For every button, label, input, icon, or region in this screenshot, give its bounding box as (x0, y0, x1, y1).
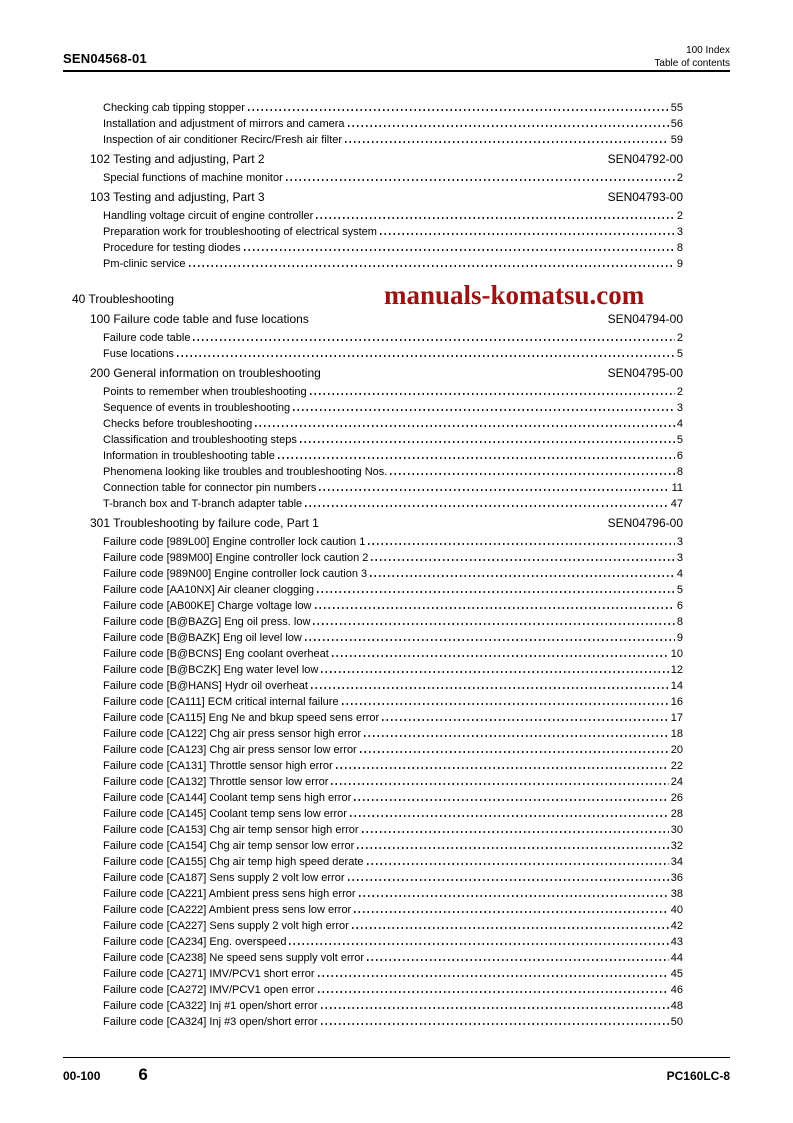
toc-page-number: 4 (676, 418, 683, 430)
toc-entry-label: Phenomena looking like troubles and troubleshooting Nos. (103, 466, 388, 478)
toc-item-row (63, 170, 683, 186)
dotted-leader (371, 559, 675, 561)
toc-item-row (63, 710, 683, 726)
toc-page-number: 36 (670, 872, 683, 884)
toc-page-number: 28 (670, 808, 683, 820)
toc-item-row (63, 790, 683, 806)
toc-page-number: 24 (670, 776, 683, 788)
toc-entry-label: T-branch box and T-branch adapter table (103, 498, 303, 510)
toc-entry-label: Failure code [AA10NX] Air cleaner clogging (103, 584, 314, 596)
toc-item-row (63, 100, 683, 116)
toc-item-row (63, 998, 683, 1014)
page-footer (63, 1057, 730, 1085)
dotted-leader (370, 575, 675, 577)
toc-entry-label: Checking cab tipping stopper (103, 102, 245, 114)
toc-entry-label: Special functions of machine monitor (103, 172, 283, 184)
toc-entry-label: Failure code [CA234] Eng. overspeed (103, 936, 287, 948)
toc-page-number: 8 (676, 242, 683, 254)
dotted-leader (193, 339, 674, 341)
dotted-leader (348, 879, 669, 881)
dotted-leader (189, 265, 675, 267)
toc-item-row (63, 886, 683, 902)
toc-page-number: 45 (670, 968, 683, 980)
dotted-leader (348, 125, 669, 127)
toc-item-row (63, 534, 683, 550)
dotted-leader (331, 783, 668, 785)
toc-item-row (63, 614, 683, 630)
toc-item-row (63, 346, 683, 362)
toc-section-row (63, 515, 683, 532)
toc-page-number: 40 (670, 904, 683, 916)
toc-entry-label: 102 Testing and adjusting, Part 2 (90, 152, 265, 166)
toc-item-row (63, 630, 683, 646)
dotted-leader (350, 815, 669, 817)
toc-page-number: 9 (676, 258, 683, 270)
toc-list (63, 100, 730, 1030)
toc-entry-label: Failure code [CA145] Coolant temp sens low error (103, 808, 347, 820)
toc-page-number: 18 (670, 728, 683, 740)
dotted-leader (367, 959, 669, 961)
toc-item-row (63, 224, 683, 240)
toc-entry-label: Failure code [CA122] Chg air press sensor high error (103, 728, 362, 740)
toc-entry-label: 103 Testing and adjusting, Part 3 (90, 190, 265, 204)
toc-entry-label: Failure code [B@HANS] Hydr oil overheat (103, 680, 308, 692)
dotted-leader (364, 735, 669, 737)
dotted-leader (244, 249, 675, 251)
toc-section-row (63, 189, 683, 206)
toc-page-number: 8 (676, 466, 683, 478)
header-doc-code: SEN04568-01 (63, 51, 147, 66)
header-divider (63, 70, 730, 72)
dotted-leader (316, 217, 675, 219)
toc-entry-label: 40 Troubleshooting (72, 292, 175, 306)
dotted-leader (319, 489, 669, 491)
toc-entry-label: Failure code [CA272] IMV/PCV1 open error (103, 984, 315, 996)
dotted-leader (317, 591, 675, 593)
toc-page-number: 10 (670, 648, 683, 660)
toc-entry-label: Failure code [CA131] Throttle sensor high error (103, 760, 333, 772)
header-subtitle: Table of contents (654, 57, 730, 69)
toc-page-number: 22 (670, 760, 683, 772)
toc-page-number: 44 (670, 952, 683, 964)
dotted-leader (357, 847, 668, 849)
toc-entry-label: Failure code [CA123] Chg air press sensor low error (103, 744, 357, 756)
toc-item-row (63, 694, 683, 710)
dotted-leader (286, 179, 675, 181)
toc-page-number: 6 (676, 600, 683, 612)
dotted-leader (321, 1007, 669, 1009)
toc-page-number: 14 (670, 680, 683, 692)
dotted-leader (354, 799, 669, 801)
toc-item-row (63, 966, 683, 982)
toc-page-number: 3 (676, 536, 683, 548)
toc-entry-label: Inspection of air conditioner Recirc/Fresh air filter (103, 134, 343, 146)
toc-entry-label: Failure code [B@BCNS] Eng coolant overheat (103, 648, 329, 660)
dotted-leader (332, 655, 669, 657)
dotted-leader (362, 831, 669, 833)
toc-entry-label: Failure code [CA238] Ne speed sens supply volt error (103, 952, 365, 964)
dotted-leader (368, 543, 675, 545)
toc-entry-label: Failure code [CA132] Throttle sensor low error (103, 776, 329, 788)
toc-item-row (63, 678, 683, 694)
toc-page-number: 3 (676, 226, 683, 238)
toc-page-number: 4 (676, 568, 683, 580)
toc-entry-label: Installation and adjustment of mirrors and camera (103, 118, 345, 130)
dotted-leader (321, 671, 668, 673)
dotted-leader (311, 687, 669, 689)
toc-item-row (63, 432, 683, 448)
toc-page-number: 2 (676, 332, 683, 344)
toc-section-row (63, 151, 683, 168)
dotted-leader (177, 355, 675, 357)
dotted-leader (310, 393, 675, 395)
toc-item-row (63, 132, 683, 148)
toc-page-number: 20 (670, 744, 683, 756)
toc-entry-label: 100 Failure code table and fuse locations (90, 312, 309, 326)
toc-page-number: 17 (670, 712, 683, 724)
toc-page-number: 32 (670, 840, 683, 852)
toc-page-number: 16 (670, 696, 683, 708)
dotted-leader (300, 441, 675, 443)
toc-entry-label: 301 Troubleshooting by failure code, Part 1 (90, 516, 319, 530)
toc-entry-label: Failure code [CA322] Inj #1 open/short error (103, 1000, 318, 1012)
dotted-leader (352, 927, 669, 929)
toc-page-number: 59 (670, 134, 683, 146)
footer-page-number: 6 (138, 1065, 148, 1084)
toc-entry-label: Failure code [CA324] Inj #3 open/short error (103, 1016, 318, 1028)
toc-page-number: 46 (670, 984, 683, 996)
footer-model: PC160LC-8 (666, 1069, 730, 1083)
toc-item-row (63, 256, 683, 272)
toc-entry-label: 200 General information on troubleshooting (90, 366, 321, 380)
toc-sen-code: SEN04794-00 (607, 312, 683, 326)
toc-item-row (63, 496, 683, 512)
dotted-leader (315, 607, 675, 609)
dotted-leader (318, 975, 669, 977)
toc-page-number: 5 (676, 348, 683, 360)
dotted-leader (248, 109, 669, 111)
toc-entry-label: Failure code [CA144] Coolant temp sens high error (103, 792, 352, 804)
toc-item-row (63, 566, 683, 582)
toc-item-row (63, 116, 683, 132)
toc-section-row (63, 311, 683, 328)
toc-item-row (63, 208, 683, 224)
toc-page-number: 48 (670, 1000, 683, 1012)
dotted-leader (289, 943, 668, 945)
toc-entry-label: Checks before troubleshooting (103, 418, 253, 430)
toc-item-row (63, 742, 683, 758)
toc-item-row (63, 480, 683, 496)
footer-left-block (63, 1065, 148, 1085)
toc-item-row (63, 550, 683, 566)
toc-page-number: 5 (676, 584, 683, 596)
watermark: manuals-komatsu.com (384, 280, 645, 310)
toc-entry-label: Pm-clinic service (103, 258, 186, 270)
toc-item-row (63, 646, 683, 662)
toc-page-number: 26 (670, 792, 683, 804)
toc-entry-label: Failure code [CA111] ECM critical internal failure (103, 696, 339, 708)
toc-entry-label: Preparation work for troubleshooting of electrical system (103, 226, 377, 238)
toc-entry-label: Failure code [CA227] Sens supply 2 volt high error (103, 920, 349, 932)
toc-page-number: 2 (676, 210, 683, 222)
toc-item-row (63, 806, 683, 822)
toc-entry-label: Failure code [CA154] Chg air temp sensor low error (103, 840, 355, 852)
toc-item-row (63, 330, 683, 346)
toc-item-row (63, 950, 683, 966)
dotted-leader (390, 473, 675, 475)
toc-entry-label: Points to remember when troubleshooting (103, 386, 307, 398)
toc-entry-label: Classification and troubleshooting steps (103, 434, 297, 446)
toc-item-row (63, 982, 683, 998)
toc-item-row (63, 464, 683, 480)
header-index-label: 100 Index (686, 45, 730, 56)
dotted-leader (278, 457, 675, 459)
toc-item-row (63, 726, 683, 742)
dotted-leader (345, 141, 669, 143)
toc-entry-label: Sequence of events in troubleshooting (103, 402, 291, 414)
toc-entry-label: Failure code table (103, 332, 191, 344)
toc-item-row (63, 838, 683, 854)
toc-entry-label: Information in troubleshooting table (103, 450, 275, 462)
toc-sen-code: SEN04795-00 (607, 366, 683, 380)
dotted-leader (305, 639, 675, 641)
header-right-block (654, 45, 730, 70)
toc-item-row (63, 918, 683, 934)
toc-item-row (63, 598, 683, 614)
toc-entry-label: Connection table for connector pin numbers (103, 482, 317, 494)
toc-item-row (63, 870, 683, 886)
toc-entry-label: Failure code [CA115] Eng Ne and bkup speed sens error (103, 712, 380, 724)
footer-section-code: 00-100 (63, 1069, 101, 1083)
toc-entry-label: Handling voltage circuit of engine controller (103, 210, 314, 222)
toc-item-row (63, 774, 683, 790)
toc-page-number: 42 (670, 920, 683, 932)
toc-entry-label: Failure code [CA222] Ambient press sens low error (103, 904, 352, 916)
toc-page-number: 2 (676, 386, 683, 398)
toc-entry-label: Failure code [B@BAZK] Eng oil level low (103, 632, 302, 644)
toc-item-row (63, 934, 683, 950)
dotted-leader (336, 767, 669, 769)
dotted-leader (305, 505, 669, 507)
toc-page-number: 3 (676, 552, 683, 564)
toc-item-row (63, 384, 683, 400)
toc-entry-label: Failure code [AB00KE] Charge voltage low (103, 600, 312, 612)
toc-page-number: 34 (670, 856, 683, 868)
toc-section-row (63, 365, 683, 382)
toc-entry-label: Failure code [CA155] Chg air temp high speed derate (103, 856, 364, 868)
toc-page-number: 38 (670, 888, 683, 900)
toc-page-number: 12 (670, 664, 683, 676)
dotted-leader (382, 719, 669, 721)
toc-page-number: 55 (670, 102, 683, 114)
toc-item-row (63, 400, 683, 416)
toc-entry-label: Failure code [CA271] IMV/PCV1 short error (103, 968, 315, 980)
dotted-leader (354, 911, 669, 913)
dotted-leader (255, 425, 675, 427)
toc-sen-code: SEN04793-00 (607, 190, 683, 204)
toc-page-number: 6 (676, 450, 683, 462)
toc-page-number: 11 (671, 482, 683, 494)
toc-item-row (63, 240, 683, 256)
dotted-leader (321, 1023, 669, 1025)
dotted-leader (367, 863, 669, 865)
dotted-leader (342, 703, 669, 705)
toc-entry-label: Fuse locations (103, 348, 174, 360)
toc-page-number: 43 (670, 936, 683, 948)
toc-item-row (63, 1014, 683, 1030)
toc-item-row (63, 662, 683, 678)
dotted-leader (293, 409, 675, 411)
toc-entry-label: Failure code [989N00] Engine controller lock caution 3 (103, 568, 368, 580)
toc-sen-code: SEN04792-00 (607, 152, 683, 166)
toc-item-row (63, 758, 683, 774)
toc-page-number: 3 (676, 402, 683, 414)
toc-page-number: 9 (676, 632, 683, 644)
toc-item-row (63, 854, 683, 870)
toc-entry-label: Failure code [989M00] Engine controller lock caution 2 (103, 552, 369, 564)
toc-item-row (63, 902, 683, 918)
toc-page-number: 5 (676, 434, 683, 446)
toc-page-number: 56 (670, 118, 683, 130)
toc-item-row (63, 582, 683, 598)
toc-entry-label: Failure code [CA153] Chg air temp sensor high error (103, 824, 359, 836)
toc-entry-label: Failure code [989L00] Engine controller lock caution 1 (103, 536, 366, 548)
toc-entry-label: Procedure for testing diodes (103, 242, 241, 254)
dotted-leader (380, 233, 675, 235)
toc-item-row (63, 448, 683, 464)
toc-entry-label: Failure code [B@BAZG] Eng oil press. low (103, 616, 311, 628)
toc-sen-code: SEN04796-00 (607, 516, 683, 530)
toc-page-number: 2 (676, 172, 683, 184)
toc-entry-label: Failure code [CA221] Ambient press sens high error (103, 888, 356, 900)
toc-item-row (63, 822, 683, 838)
toc-entry-label: Failure code [B@BCZK] Eng water level low (103, 664, 319, 676)
dotted-leader (313, 623, 674, 625)
toc-page-number: 8 (676, 616, 683, 628)
dotted-leader (318, 991, 669, 993)
toc-entry-label: Failure code [CA187] Sens supply 2 volt low error (103, 872, 345, 884)
toc-page-number: 47 (670, 498, 683, 510)
toc-page-number: 30 (670, 824, 683, 836)
toc-item-row (63, 416, 683, 432)
dotted-leader (360, 751, 669, 753)
dotted-leader (359, 895, 669, 897)
toc-page-number: 50 (670, 1016, 683, 1028)
